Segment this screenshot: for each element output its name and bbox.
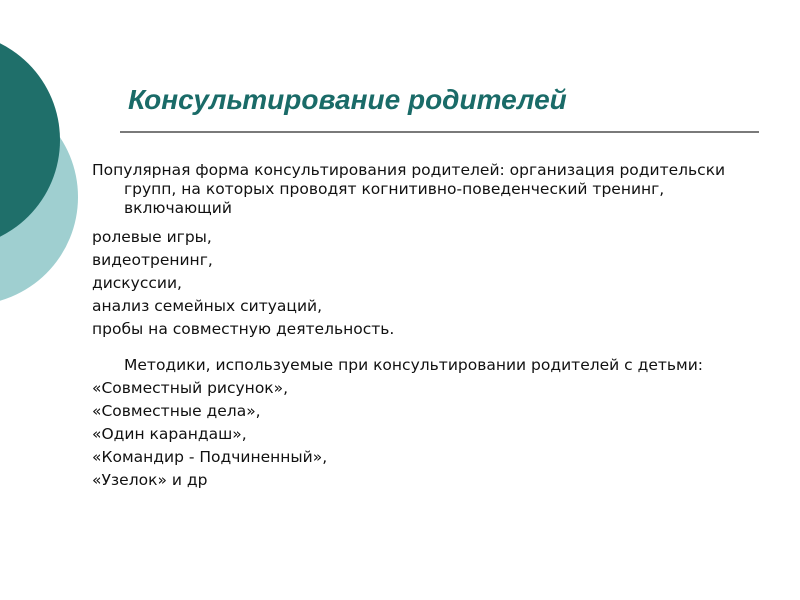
title-divider: [120, 131, 759, 133]
slide-title: Консультирование родителей: [128, 84, 567, 115]
training-item: дискуссии,: [92, 274, 182, 292]
slide-body: [92, 161, 752, 492]
methods-intro-paragraph: Методики, используемые при консультировании родителей с детьми:: [124, 356, 704, 374]
training-item: ролевые игры,: [92, 228, 212, 246]
method-item: «Командир - Подчиненный»,: [92, 448, 328, 466]
training-item: пробы на совместную деятельность.: [92, 320, 395, 338]
spacer: [92, 341, 752, 356]
training-item: видеотренинг,: [92, 251, 213, 269]
training-item: анализ семейных ситуаций,: [92, 297, 323, 315]
intro-paragraph: Популярная форма консультирования родителей: организация родительски групп, на которых проводят когнитивно-поведенческий тренинг, включающий: [92, 161, 726, 217]
method-item: «Один карандаш»,: [92, 425, 247, 443]
methods-list: [92, 377, 752, 492]
method-item: «Узелок» и др: [92, 471, 208, 489]
method-item: «Совместные дела»,: [92, 402, 261, 420]
method-item: «Совместный рисунок»,: [92, 379, 289, 397]
training-list: [92, 226, 752, 341]
